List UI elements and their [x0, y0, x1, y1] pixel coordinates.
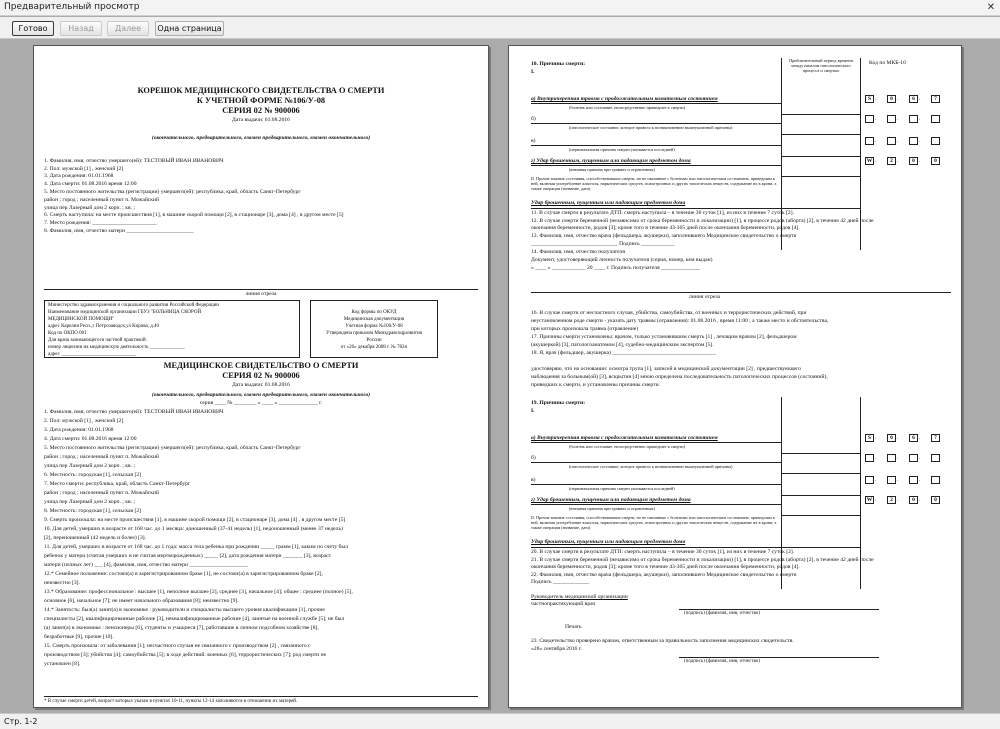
causes-title-2: 19. Причины смерти:: [531, 400, 586, 406]
icd-cell: [931, 115, 940, 123]
field-l12: 12. В случае смерти беременной (независимо от срока беременности и локализации) [1], в процессе родов (аборта) [2], в течение 42 дней после: [531, 218, 874, 224]
other-condition-value: Удар брошенным, пущенным или падающим предметом дома: [531, 200, 686, 206]
cause-a-3: г) Удар брошенным, пущенным или падающим предметом дома: [531, 158, 691, 164]
cause-note: (внешняя причина при травмах и отравлениях): [569, 167, 656, 172]
status-bar: [0, 713, 1000, 729]
verified-date: «28» сентября 2016 г.: [531, 646, 582, 652]
okud-line: от «26» декабря 2008 г. № 782н: [340, 345, 408, 350]
icd-cell: [931, 476, 940, 484]
page-indicator: Стр. 1-2: [4, 717, 38, 726]
stub-line: район ; город ; населенный пункт п. Можайский: [44, 197, 159, 203]
icd-cell: 0: [931, 157, 940, 165]
field-l11: 11. В случае смерти в результате ДТП: смерть наступила – в течение 30 суток [1], из них в течение 7 суток [2].: [531, 210, 794, 216]
cause-letter: б): [531, 455, 536, 461]
other-conditions: II. Прочие важные состояния, способствовавшие смерти, но не связанные с болезнью или патологическим состоянием, приведшим к ней, включая употребление алкоголя, наркотических средств, психотропных и других токсических веществ, содержание их в крови, а также операции (название, дата): [531, 515, 777, 530]
cause-letter: в): [531, 477, 536, 483]
field-l21: 21. В случае смерти беременной (независимо от срока беременности и локализации) [1], в процессе родов (аборта) [2], в течение 42 дней после: [531, 557, 874, 563]
cause-note: (болезнь или состояние, непосредственно приведшее к смерти): [569, 444, 686, 449]
icd-cell: [887, 476, 896, 484]
page-2: 10. Причины смерти: I. Приблизительный период времени между началом патологического процесса и смертью Код по МКБ-10 а) Внутричерепная травма с продолжительным коматозным состоянием (болезнь или состояние, непосредственно приведшее к смерти) S . 0 . 6 . 7 б) (патологическое состояние, которое привело к возникновению вышеуказанной причины) . . . в) (первоначальная причина смерти указывается последней) . . . г) Удар брошенным, пущенным или падающим предметом дома (внешняя причина при травмах и отравлениях) W . 2 . 0 . 0 II. Прочие важные состояния, способствовавшие смерти, но не связанные с болезнью или патологическим состоянием, приведшим к ней, включая употребление алкоголя, наркотических средств, психотропных и других токсических веществ, содержание их в крови, а также операции (название, дата) Удар брошенным, пущенным или падающим предметом дома а) Внутричерепная травма с продолжительным коматозным состоянием (болезнь или состояние, непосредственно приведшее к смерти) S . 0 . 6 . 7 б) (патологическое состояние, которое привело к возникновению вышеуказанной причины) . . . в) (первоначальная причина смерти указывается последней) . . . г) Удар брошенным, пущенным или падающим предметом дома (внешняя причина при травмах и отравлениях) W . 2 . 0 . 0 II. Прочие важные состояния, способствовавшие смерти, но не связанные с болезнью или патологическим состоянием, приведшим к ней, включая употребление алкоголя, наркотических средств, психотропных и других токсических веществ, содержание их в крови, а также операции (название, дата) Удар брошенным, пущенным или падающим предметом дома 11. В случае смерти в результате ДТП: смерть наступила – в течение 30 суток [1], из них в течение 7 суток [2]. 12. В случае смерти беременной (независимо от срока беременности и локализации) [1], в процессе родов (аборта) [2], в течение 42 дней после окончания беременности, родов [3]; кроме того в течение 43-365 дней после окончания беременности, родов [4]. 13. Фамилия, имя, отчество врача (фельдшера, акушерки), заполнившего Медицинское свидетельство о смерти _______________________________ Подпись ____________ 14. Фамилия, имя, отчество получателя Документ, удостоверяющий личность получателя (серия, номер, кем выдан) « ____ » ____________ 20 ____ г. Подпись получателя ______________ 16. В случае смерти от несчастного случая, убийства, самоубийства, от военных и террористических действий, при неустановленном роде смерти - указать дату травмы (отравления): 01.08.2016 , время 11:00 , а также место и обстоятельства, при которых произошла травма (отравление) 17. Причины смерти установлены: врачом, только установившим смерть [1] , лечащим врачом [2], фельдшером (акушеркой) [3], патологоанатомом [4], судебно-медицинским экспертом [5]. 18. Я, врач (фельдшер, акушерка) _____________________________________ удостоверяю, что на основании: осмотра трупа [1], записей в медицинской документации [2] , предшествующего наблюдения за больным(ой) [3], вскрытия [4] мною определена последовательность патологических процессов (состояний), приведших к смерти, и установлены причины смерти. 20. В случае смерти в результате ДТП: смерть наступила – в течение 30 суток [1], из них в течение 7 суток [2]. 21. В случае смерти беременной (независимо от срока беременности и локализации) [1], в процессе родов (аборта) [2], в течение 42 дней после окончания беременности, родов [3]; кроме того в течение 43-365 дней после окончания беременности, родов [4]. 22. Фамилия, имя, отчество врача (фельдшера, акушерки), заполнившего Медицинское свидетельство о смерти Подпись _____________ 19. Причины смерти: I. линия отреза Руководитель медицинской организации частнопрактикующий врач (подпись) (фамилия, имя, отчество) Печать 23. Свидетельство проверено врачом, ответственным за правильность заполнения медицинских свидетельств. «28» сентября 2016 г. (подпись) (фамилия, имя, отчество): [508, 45, 962, 708]
icd-cell: W: [866, 158, 873, 164]
cert-series: СЕРИЯ 02 № 900006: [222, 371, 300, 380]
icd-cell: 6: [909, 434, 918, 442]
cert-line: [2], переношенный (42 недель и более) [3].: [44, 535, 147, 541]
icd-cell: 0: [887, 434, 896, 442]
icd-cell: S: [865, 434, 874, 442]
title-bar: [0, 0, 1000, 16]
one-page-button[interactable]: Одна страница: [155, 21, 224, 36]
cert-line: 1. Фамилия, имя, отчество умершего(ей): ТЕСТОВЫЙ ИВАН ИВАНОВИЧ: [44, 409, 224, 415]
org-line: Министерство здравоохранения и социального развития Российской Федерации: [48, 303, 219, 308]
sign-caption-2: (подпись) (фамилия, имя, отчество): [684, 659, 760, 664]
sign-caption: (подпись) (фамилия, имя, отчество): [684, 611, 760, 616]
icd-cell: 0: [909, 496, 918, 504]
footnote: * В случае смерти детей, возраст которых указан в пунктах 10-11, пункты 12-14 заполняются в отношении их матерей.: [44, 699, 298, 704]
cert-kind: (окончательного, предварительного, взамен предварительного, взамен окончательного): [151, 392, 371, 398]
cut-line: [44, 289, 478, 290]
field-l22: 22. Фамилия, имя, отчество врача (фельдшера, акушерки), заполнившего Медицинское свидетельство о смерти: [531, 572, 797, 578]
stub-line: 3. Дата рождения: 01.01.1968: [44, 173, 114, 179]
field-l14b: Документ, удостоверяющий личность получателя (серия, номер, кем выдан): [531, 257, 713, 263]
org-line: Для врача занимающегося частной практикой:: [48, 338, 147, 343]
okud-line: Утверждена приказом Минздравсоцразвития: [326, 331, 422, 336]
cert-line: улица пер Лазерный дом 2 корп. ; кв. ;: [44, 499, 135, 505]
field-l16: 16. В случае смерти от несчастного случая, убийства, самоубийства, от военных и террористических действий, при: [531, 310, 807, 316]
preview-area[interactable]: [0, 40, 1000, 713]
cert-line: производством [3]; убийства [4]; самоубийства [5]; в ходе действий: военных [6], террористических [7]; род смерти не: [44, 652, 327, 658]
icd-cell: 6: [909, 95, 918, 103]
cut-label-2: линия отреза: [689, 294, 721, 300]
cert-title: МЕДИЦИНСКОЕ СВИДЕТЕЛЬСТВО О СМЕРТИ: [163, 361, 359, 370]
icd-cell: [909, 476, 918, 484]
cert-line: 2. Пол: мужской [1] , женский [2]: [44, 418, 124, 424]
cut-line-2: [531, 292, 951, 293]
cert-line: район ; город ; населенный пункт п. Можайский: [44, 490, 159, 496]
icd-cell: [887, 115, 896, 123]
cut-label: линия отреза: [245, 291, 277, 297]
icd-cell: W: [866, 497, 873, 503]
field-l20: 20. В случае смерти в результате ДТП: смерть наступила – в течение 30 суток [1], из них в течение 7 суток [2].: [531, 549, 795, 555]
okud-line: Медицинская документация: [343, 317, 405, 322]
stub-line: 1. Фамилия, имя, отчество умершего(ей): ТЕСТОВЫЙ ИВАН ИВАНОВИЧ: [44, 158, 224, 164]
field-l14: 14. Фамилия, имя, отчество получателя: [531, 249, 625, 255]
icd-cell: [887, 454, 896, 462]
icd-cell: 2: [887, 157, 896, 165]
toolbar: [0, 17, 1000, 39]
field-l17b: (акушеркой) [3], патологоанатомом [4], судебно-медицинским экспертом [5].: [531, 342, 714, 348]
stub-form: К УЧЕТНОЙ ФОРМЕ №106/У-08: [196, 96, 326, 105]
next-button[interactable]: Далее: [107, 21, 149, 36]
cert-line: 10. Для детей, умерших в возрасте от 168 час. до 1 месяца: доношенный (37-41 недель) [1], недоношенный (менее 37 недель): [44, 526, 343, 532]
org-line: номер лицензии на медицинскую деятельность ______________: [48, 345, 185, 350]
stub-line: 8. Фамилия, имя, отчество матери ________________________: [44, 228, 194, 234]
org-line: адрес Карелия Респ.,г Петрозаводск,ул Кирова, д.40: [48, 324, 159, 329]
okud-line: Код формы по ОКУД: [351, 310, 397, 315]
icd-cell: 0: [931, 496, 940, 504]
icd-cell: 0: [887, 95, 896, 103]
stub-kind: (окончательного, предварительного, взамен предварительного, взамен окончательного): [151, 135, 371, 141]
other-conditions: II. Прочие важные состояния, способствовавшие смерти, но не связанные с болезнью или патологическим состоянием, приведшим к ней, включая употребление алкоголя, наркотических средств, психотропных и других токсических веществ, содержание их в крови, а также операции (название, дата): [531, 176, 777, 191]
field-l12b: окончания беременности, родов [3]; кроме того в течение 43-365 дней после окончания беременности, родов [4].: [531, 225, 800, 231]
field-l13: 13. Фамилия, имя, отчество врача (фельдшера, акушерки), заполнившего Медицинское свидетельство о смерти: [531, 233, 797, 239]
cause-note: (патологическое состояние, которое привело к возникновению вышеуказанной причины): [569, 125, 733, 130]
icd-cell: 2: [887, 496, 896, 504]
okud-line: России: [366, 338, 382, 343]
icd-cell: [931, 454, 940, 462]
verified-line: 23. Свидетельство проверено врачом, ответственным за правильность заполнения медицинских свидетельств.: [531, 638, 794, 644]
cert-line: 5. Место постоянного жительства (регистрации) умершего(ей): республика, край, область Санкт-Петербург: [44, 445, 301, 451]
cert-line: район ; город ; населенный пункт п. Можайский: [44, 454, 159, 460]
causes-roman-1: I.: [531, 69, 535, 75]
field-l21b: окончания беременности, родов [3]; кроме того в течение 43-365 дней после окончания беременности, родов [4].: [531, 564, 800, 570]
icd-cell: 0: [909, 157, 918, 165]
cert-line: ребенок у матери (считая умерших и не считая мертворожденных) _____ [2], дата рождения матери _______ [3], возраст: [44, 553, 332, 559]
cert-line: 4. Дата смерти: 01.08.2016 время 12:00: [44, 436, 137, 442]
okud-line: Учетная форма №106/У-08: [345, 324, 403, 329]
cause-note: (первоначальная причина смерти указывается последней): [569, 486, 675, 491]
stub-series: СЕРИЯ 02 № 900006: [222, 106, 300, 115]
cert-line: 9. Смерть произошла: на месте происшествия [1], в машине скорой помощи [2], в стационаре [3], дома [4] , в другом месте [5]: [44, 517, 346, 523]
icd-cell: [865, 454, 874, 462]
org-line: МЕДИЦИНСКОЙ ПОМОЩИ": [48, 317, 115, 322]
cert-issue-date: Дата выдачи: 01.08.2016: [232, 382, 290, 388]
period-header: Приблизительный период времени между началом патологического процесса и смертью: [789, 58, 853, 73]
field-l16c: при которых произошла травма (отравление): [531, 326, 639, 332]
icd-cell: [865, 476, 874, 484]
cause-note: (первоначальная причина смерти указывается последней): [569, 147, 675, 152]
icd-cell: [865, 137, 874, 145]
cert-line: 6. Местность: городская [1], сельская [2]: [44, 472, 141, 478]
cert-line: 15. Смерть произошла: от заболевания [1]; несчастного случая не связанного с производством [2] , связанного с: [44, 643, 311, 649]
cert-line: 11. Для детей, умерших в возрасте от 168 час. до 1 года: масса тела ребенка при рождении _____ грамм [1], каким по счету был: [44, 544, 348, 550]
footnote-rule: [44, 696, 478, 697]
cert-line: (а) занят(а) в экономике : пенсионеры [6], студенты и учащиеся [7], работавшие в личном подсобном хозяйстве [8],: [44, 625, 319, 631]
cause-letter: в): [531, 138, 536, 144]
field-l14c: « ____ » ____________ 20 ____ г. Подпись получателя ______________: [531, 265, 701, 271]
back-button[interactable]: Назад: [60, 21, 102, 36]
org-line: Код по ОКПО 001: [48, 331, 87, 336]
field-l18b: удостоверяю, что на основании: осмотра трупа [1], записей в медицинской документации [2] , предшествующего: [531, 366, 801, 372]
cert-line: неизвестно [3].: [44, 580, 80, 586]
stub-line: 7. Место рождения: _______________________: [44, 220, 157, 226]
icd-cell: [865, 115, 874, 123]
cert-line: 8. Местность: городская [1], сельская [2]: [44, 508, 141, 514]
icd-cell: S: [865, 95, 874, 103]
field-l13b: _______________________________ Подпись ____________: [531, 241, 675, 247]
icd-header: Код по МКБ-10: [869, 60, 906, 66]
seal-label: Печать: [565, 624, 582, 630]
stub-line: 4. Дата смерти: 01.08.2016 время 12:00: [44, 181, 137, 187]
stub-title: КОРЕШОК МЕДИЦИНСКОГО СВИДЕТЕЛЬСТВА О СМЕРТИ: [137, 86, 385, 95]
other-condition-value: Удар брошенным, пущенным или падающим предметом дома: [531, 539, 686, 545]
cause-a-0: а) Внутричерепная травма с продолжительным коматозным состоянием: [531, 96, 718, 102]
cause-letter: б): [531, 116, 536, 122]
stub-issue-date: Дата выдачи: 01.08.2016: [232, 117, 290, 123]
stub-line: улица пер Лазерный дом 2 корп. ; кв. ;: [44, 205, 135, 211]
cert-line: матери (полных лет) ___ [4], фамилия, имя, отчество матери _____________________: [44, 562, 249, 568]
cert-line: улица пер Лазерный дом 2 корп. ; кв. ;: [44, 463, 135, 469]
icd-cell: 7: [931, 434, 940, 442]
icd-cell: [931, 137, 940, 145]
cert-line: 12.* Семейное положение: состоял(а) в зарегистрированном браке [1], не состоял(а) в зарегистрированном браке [2],: [44, 571, 323, 577]
org-line: адрес ______________________________: [48, 352, 137, 357]
field-l17: 17. Причины смерти установлены: врачом, только установившим смерть [1] , лечащим врачом [2], фельдшером: [531, 334, 797, 340]
window-title: Предварительный просмотр: [4, 2, 140, 12]
org-box: [44, 300, 300, 358]
cert-line: установлен [8].: [44, 661, 81, 667]
cert-line: 3. Дата рождения: 01.01.1968: [44, 427, 114, 433]
cert-line: 13.* Образование: профессиональное : высшее [1], неполное высшее [2], среднее [3], начальное [4]; общее : среднее (полное) [5],: [44, 589, 353, 595]
icd-cell: [909, 115, 918, 123]
field-l18: 18. Я, врач (фельдшер, акушерка) _____________________________________: [531, 350, 716, 356]
cert-line: основное [6], начальное [7]; не имеет начального образования [8]; неизвестно [9].: [44, 598, 239, 604]
icd-cell: [887, 137, 896, 145]
close-icon[interactable]: ✕: [986, 2, 996, 13]
icd-cell: 7: [931, 95, 940, 103]
icd-cell: [909, 137, 918, 145]
cause-note: (патологическое состояние, которое привело к возникновению вышеуказанной причины): [569, 464, 733, 469]
cause-note: (болезнь или состояние, непосредственно приведшее к смерти): [569, 105, 686, 110]
causes-roman-2: I.: [531, 408, 535, 414]
page-1: [33, 45, 489, 708]
cert-replace: серия ____ № ________ « ____ » ______________ г.: [199, 400, 323, 406]
icd-cell: [909, 454, 918, 462]
cert-line: специалисты [2], квалифицированные рабочие [3], неквалифицированные рабочие [4], занятые на военной службе [5]; не был: [44, 616, 345, 622]
cause-b-0: а) Внутричерепная травма с продолжительным коматозным состоянием: [531, 435, 718, 441]
head-label-2: частнопрактикующий врач: [531, 601, 596, 607]
cert-line: 7. Место смерти: республика, край, область Санкт-Петербург: [44, 481, 191, 487]
causes-title: 10. Причины смерти:: [531, 61, 586, 67]
field-l18c: наблюдения за больным(ой) [3], вскрытия [4] мною определена последовательность патологических процессов (состояний),: [531, 374, 828, 380]
cause-b-3: г) Удар брошенным, пущенным или падающим предметом дома: [531, 497, 691, 503]
cause-note: (внешняя причина при травмах и отравлениях): [569, 506, 656, 511]
okud-box: [310, 300, 438, 358]
stub-line: 5. Место постоянного жительства (регистрации) умершего(ей): республика, край, область Санкт-Петербург: [44, 189, 301, 195]
stub-line: 6. Смерть наступила: на месте происшествия [1], в машине скорой помощи [2], в стационаре [3], дома [4] , в другом месте [5]: [44, 212, 344, 218]
done-button[interactable]: Готово: [12, 21, 54, 36]
cert-line: 14.* Занятость: был(а) занят(а) в экономике : руководители и специалисты высшего уровня квалификации [1], прочие: [44, 607, 325, 613]
field-l18d: приведших к смерти, и установлены причины смерти.: [531, 382, 660, 388]
field-l16b: неустановленном роде смерти - указать дату травмы (отравления): 01.08.2016 , время 11:00 , а также место и обстоятельства,: [531, 318, 829, 324]
field-l22b: Подпись _____________: [531, 579, 590, 585]
head-label: Руководитель медицинской организации: [531, 594, 628, 600]
cert-line: безработные [9], прочие [10].: [44, 634, 114, 640]
stub-line: 2. Пол: мужской [1] , женский [2]: [44, 166, 124, 172]
org-line: Наименование медицинской организации ГБУЗ "БОЛЬНИЦА СКОРОЙ: [48, 310, 202, 315]
